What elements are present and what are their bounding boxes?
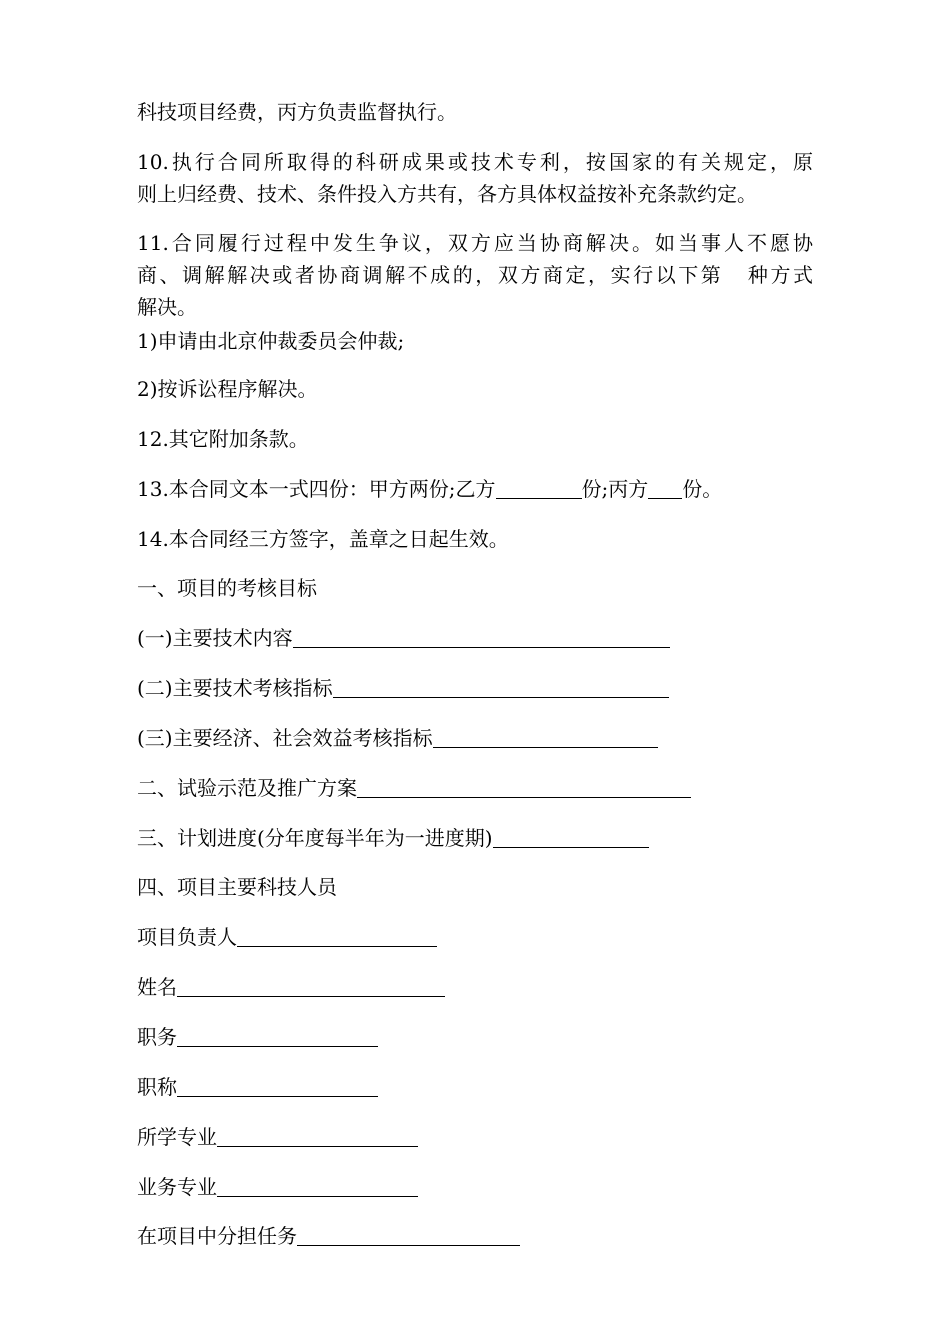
clause-11-line-2-b: 种方式 <box>745 263 814 287</box>
task-blank[interactable] <box>297 1225 520 1246</box>
clause-14-text: 14.本合同经三方签字，盖章之日起生效。 <box>137 527 509 551</box>
tech-indicators-blank[interactable] <box>333 677 669 698</box>
field-leader <box>137 921 437 953</box>
field-task-label: 在项目中分担任务 <box>137 1224 297 1248</box>
field-business-major-label: 业务专业 <box>137 1175 217 1199</box>
party-b-copies-blank[interactable] <box>496 478 582 499</box>
section-1-c <box>137 722 658 754</box>
section-1-title-text: 一、项目的考核目标 <box>137 576 317 600</box>
section-1-b-label: (二)主要技术考核指标 <box>137 676 333 700</box>
field-business-major <box>137 1171 418 1203</box>
field-name-label: 姓名 <box>137 975 177 999</box>
section-1-a-label: (一)主要技术内容 <box>137 626 293 650</box>
section-1-a <box>137 622 670 654</box>
option-2-text: 2)按诉讼程序解决。 <box>137 377 318 401</box>
paragraph-text: 科技项目经费，丙方负责监督执行。 <box>137 100 457 124</box>
leader-blank[interactable] <box>237 926 437 947</box>
paragraph-continuation <box>137 96 457 128</box>
clause-13 <box>137 473 722 505</box>
field-title <box>137 1071 378 1103</box>
option-1-text: 1)申请由北京仲裁委员会仲裁; <box>137 329 405 353</box>
party-c-copies-blank[interactable] <box>648 478 682 499</box>
clause-13-text-a: 13.本合同文本一式四份：甲方两份;乙方 <box>137 477 496 501</box>
clause-10 <box>137 146 813 210</box>
business-major-blank[interactable] <box>217 1176 418 1197</box>
option-2 <box>137 373 318 405</box>
field-major-label: 所学专业 <box>137 1125 217 1149</box>
field-leader-label: 项目负责人 <box>137 925 237 949</box>
clause-11-line-2-a: 商、调解解决或者协商调解不成的，双方商定，实行以下第 <box>137 263 724 287</box>
section-1-title <box>137 572 317 604</box>
field-major <box>137 1121 418 1153</box>
tech-content-blank[interactable] <box>293 627 670 648</box>
section-1-c-label: (三)主要经济、社会效益考核指标 <box>137 726 433 750</box>
clause-11-line-3: 解决。 <box>137 295 197 319</box>
section-2-label: 二、试验示范及推广方案 <box>137 776 357 800</box>
option-1 <box>137 325 404 357</box>
clause-10-line-2: 则上归经费、技术、条件投入方共有，各方具体权益按补充条款约定。 <box>137 182 757 206</box>
section-3-label: 三、计划进度(分年度每半年为一进度期) <box>137 826 493 850</box>
clause-13-text-c: 份。 <box>682 477 723 501</box>
field-position <box>137 1021 378 1053</box>
clause-11-line-2 <box>137 259 813 291</box>
clause-11-line-1: 11.合同履行过程中发生争议，双方应当协商解决。如当事人不愿协 <box>137 231 813 255</box>
field-position-label: 职务 <box>137 1025 177 1049</box>
title-blank[interactable] <box>177 1076 378 1097</box>
clause-14 <box>137 523 509 555</box>
section-2 <box>137 772 691 804</box>
field-name <box>137 971 445 1003</box>
name-blank[interactable] <box>177 976 445 997</box>
clause-11 <box>137 227 813 323</box>
clause-13-text-b: 份;丙方 <box>581 477 649 501</box>
section-3 <box>137 822 649 854</box>
schedule-blank[interactable] <box>493 827 649 848</box>
benefit-indicators-blank[interactable] <box>433 727 658 748</box>
section-4-title-text: 四、项目主要科技人员 <box>137 875 337 899</box>
field-task <box>137 1220 520 1252</box>
clause-10-line-1: 10.执行合同所取得的科研成果或技术专利，按国家的有关规定，原 <box>137 150 813 174</box>
section-1-b <box>137 672 669 704</box>
field-title-label: 职称 <box>137 1075 177 1099</box>
major-blank[interactable] <box>217 1126 418 1147</box>
clause-12 <box>137 423 309 455</box>
clause-12-text: 12.其它附加条款。 <box>137 427 309 451</box>
demo-plan-blank[interactable] <box>357 777 691 798</box>
position-blank[interactable] <box>177 1026 378 1047</box>
section-4-title <box>137 871 337 903</box>
